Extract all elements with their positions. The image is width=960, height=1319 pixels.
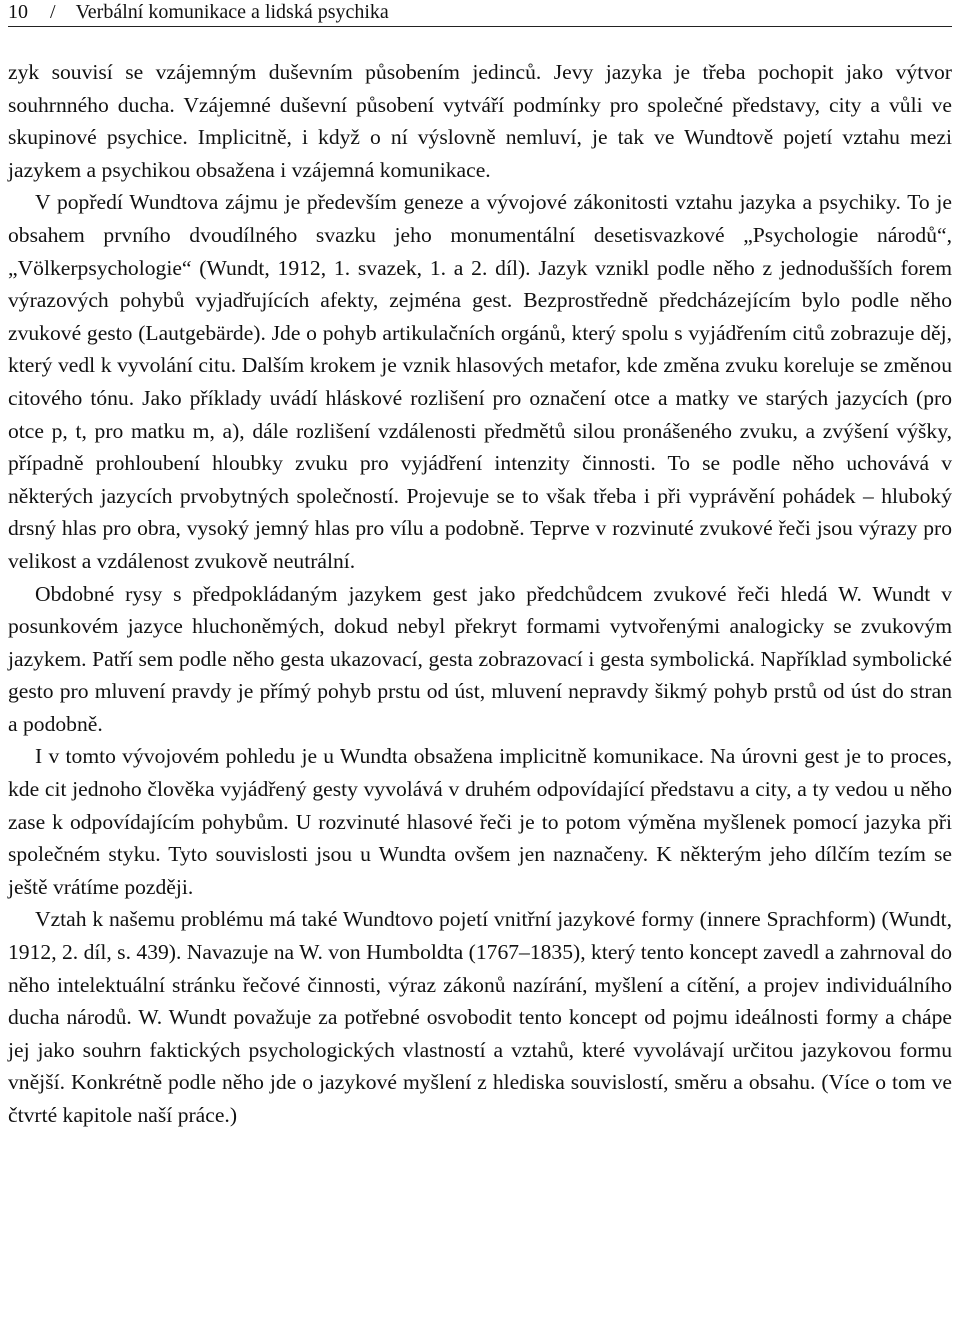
header-separator: / [50,1,56,23]
paragraph: Obdobné rysy s předpokládaným jazykem gest jako předchůdcem zvukové řeči hledá W. Wundt v posunkovém jazyce hluchoněmých, dokud nebyl překryt formami vytvořenými analogicky se zvukovým jazykem. Patří sem podle něho gesta ukazovací, gesta zobrazovací i gesta symbolická. Například symbolické gesto pro mluvení pravdy je přímý pohyb prstu od úst, mluvení nepravdy šikmý pohyb prstů od úst do stran a podobně. [8,581,952,736]
paragraph: V popředí Wundtova zájmu je především geneze a vývojové zákonitosti vztahu jazyka a psychiky. To je obsahem prvního dvoudílného svazku jeho monumentální desetisvazkové „Psychologie národů“, „Völkerpsychologie“ (Wundt, 1912, 1. svazek, 1. a 2. díl). Jazyk vznikl podle něho z jednodušších forem výrazových pohybů vyjadřujících afekty, zejména gest. Bezprostředně předcházejícím bylo podle něho zvukové gesto (Lautgebärde). Jde o pohyb artikulačních orgánů, který spolu s vyjádřením citů zobrazuje děj, který vedl k vyvolání citu. Dalším krokem je vznik hlasových metafor, kde změna zvuku koreluje se změnou citového tónu. Jako příklady uvádí hláskové rozlišení pro označení otce a matky ve starých jazycích (pro otce p, t, pro matku m, a), dále rozlišení vzdálenosti předmětů silou pronášeného zvuku, a zvýšení výšky, případně prohloubení hloubky zvuku pro vyjádření intenzity činnosti. To se podle něho uchovává v některých jazycích prvobytných společností. Projevuje se to však třeba i při vyprávění pohádek – hluboký drsný hlas pro obra, vysoký jemný hlas pro vílu a podobně. Teprve v rozvinuté zvukové řeči jsou výrazy pro velikost a vzdálenost zvukově neutrální. [8,190,952,573]
paragraph: I v tomto vývojovém pohledu je u Wundta obsažena implicitně komunikace. Na úrovni gest je to proces, kde cit jednoho člověka vyjádřený gesty vyvolává v druhém odpovídající představu a city, a ty vedou u něho zase k odpovídajícím pohybům. U rozvinuté hlasové řeči je to potom výměna myšlenek pomocí jazyka při společném styku. Tyto souvislosti jsou u Wundta ovšem jen naznačeny. K některým jeho dílčím tezím se ještě vrátíme později. [8,744,952,899]
paragraph-continuation: zyk souvisí se vzájemným duševním působením jedinců. Jevy jazyka je třeba pochopit jako výtvor souhrnného ducha. Vzájemné duševní působení vytváří podmínky pro společné představy, city a vůli ve skupinové psychice. Implicitně, i když o ní výslovně nemluví, je tak ve Wundtově pojetí vztahu mezi jazykem a psychikou obsažena i vzájemná komunikace. [8,60,952,182]
page-number: 10 [8,1,28,23]
running-title: Verbální komunikace a lidská psychika [75,1,389,23]
paragraph: Vztah k našemu problému má také Wundtovo pojetí vnitřní jazykové formy (innere Sprachform) (Wundt, 1912, 2. díl, s. 439). Navazuje na W. von Humboldta (1767–1835), který tento koncept zavedl a zahrnoval do něho intelektuální stránku řečové činnosti, výraz zákonů nazírání, myšlení a cítění, a projev individuálního ducha národů. W. Wundt považuje za potřebné osvobodit tento koncept od pojmu ideálnosti formy a chápe jej jako souhrn faktických psychologických vlastností a vztahů, které vyvolávají určitou jazykovou formu vnější. Konkrétně podle něho jde o jazykové myšlení z hlediska souvislostí, směru a obsahu. (Více o tom ve čtvrté kapitole naší práce.) [8,907,952,1127]
body-text [8,56,952,1132]
running-header [8,0,952,27]
